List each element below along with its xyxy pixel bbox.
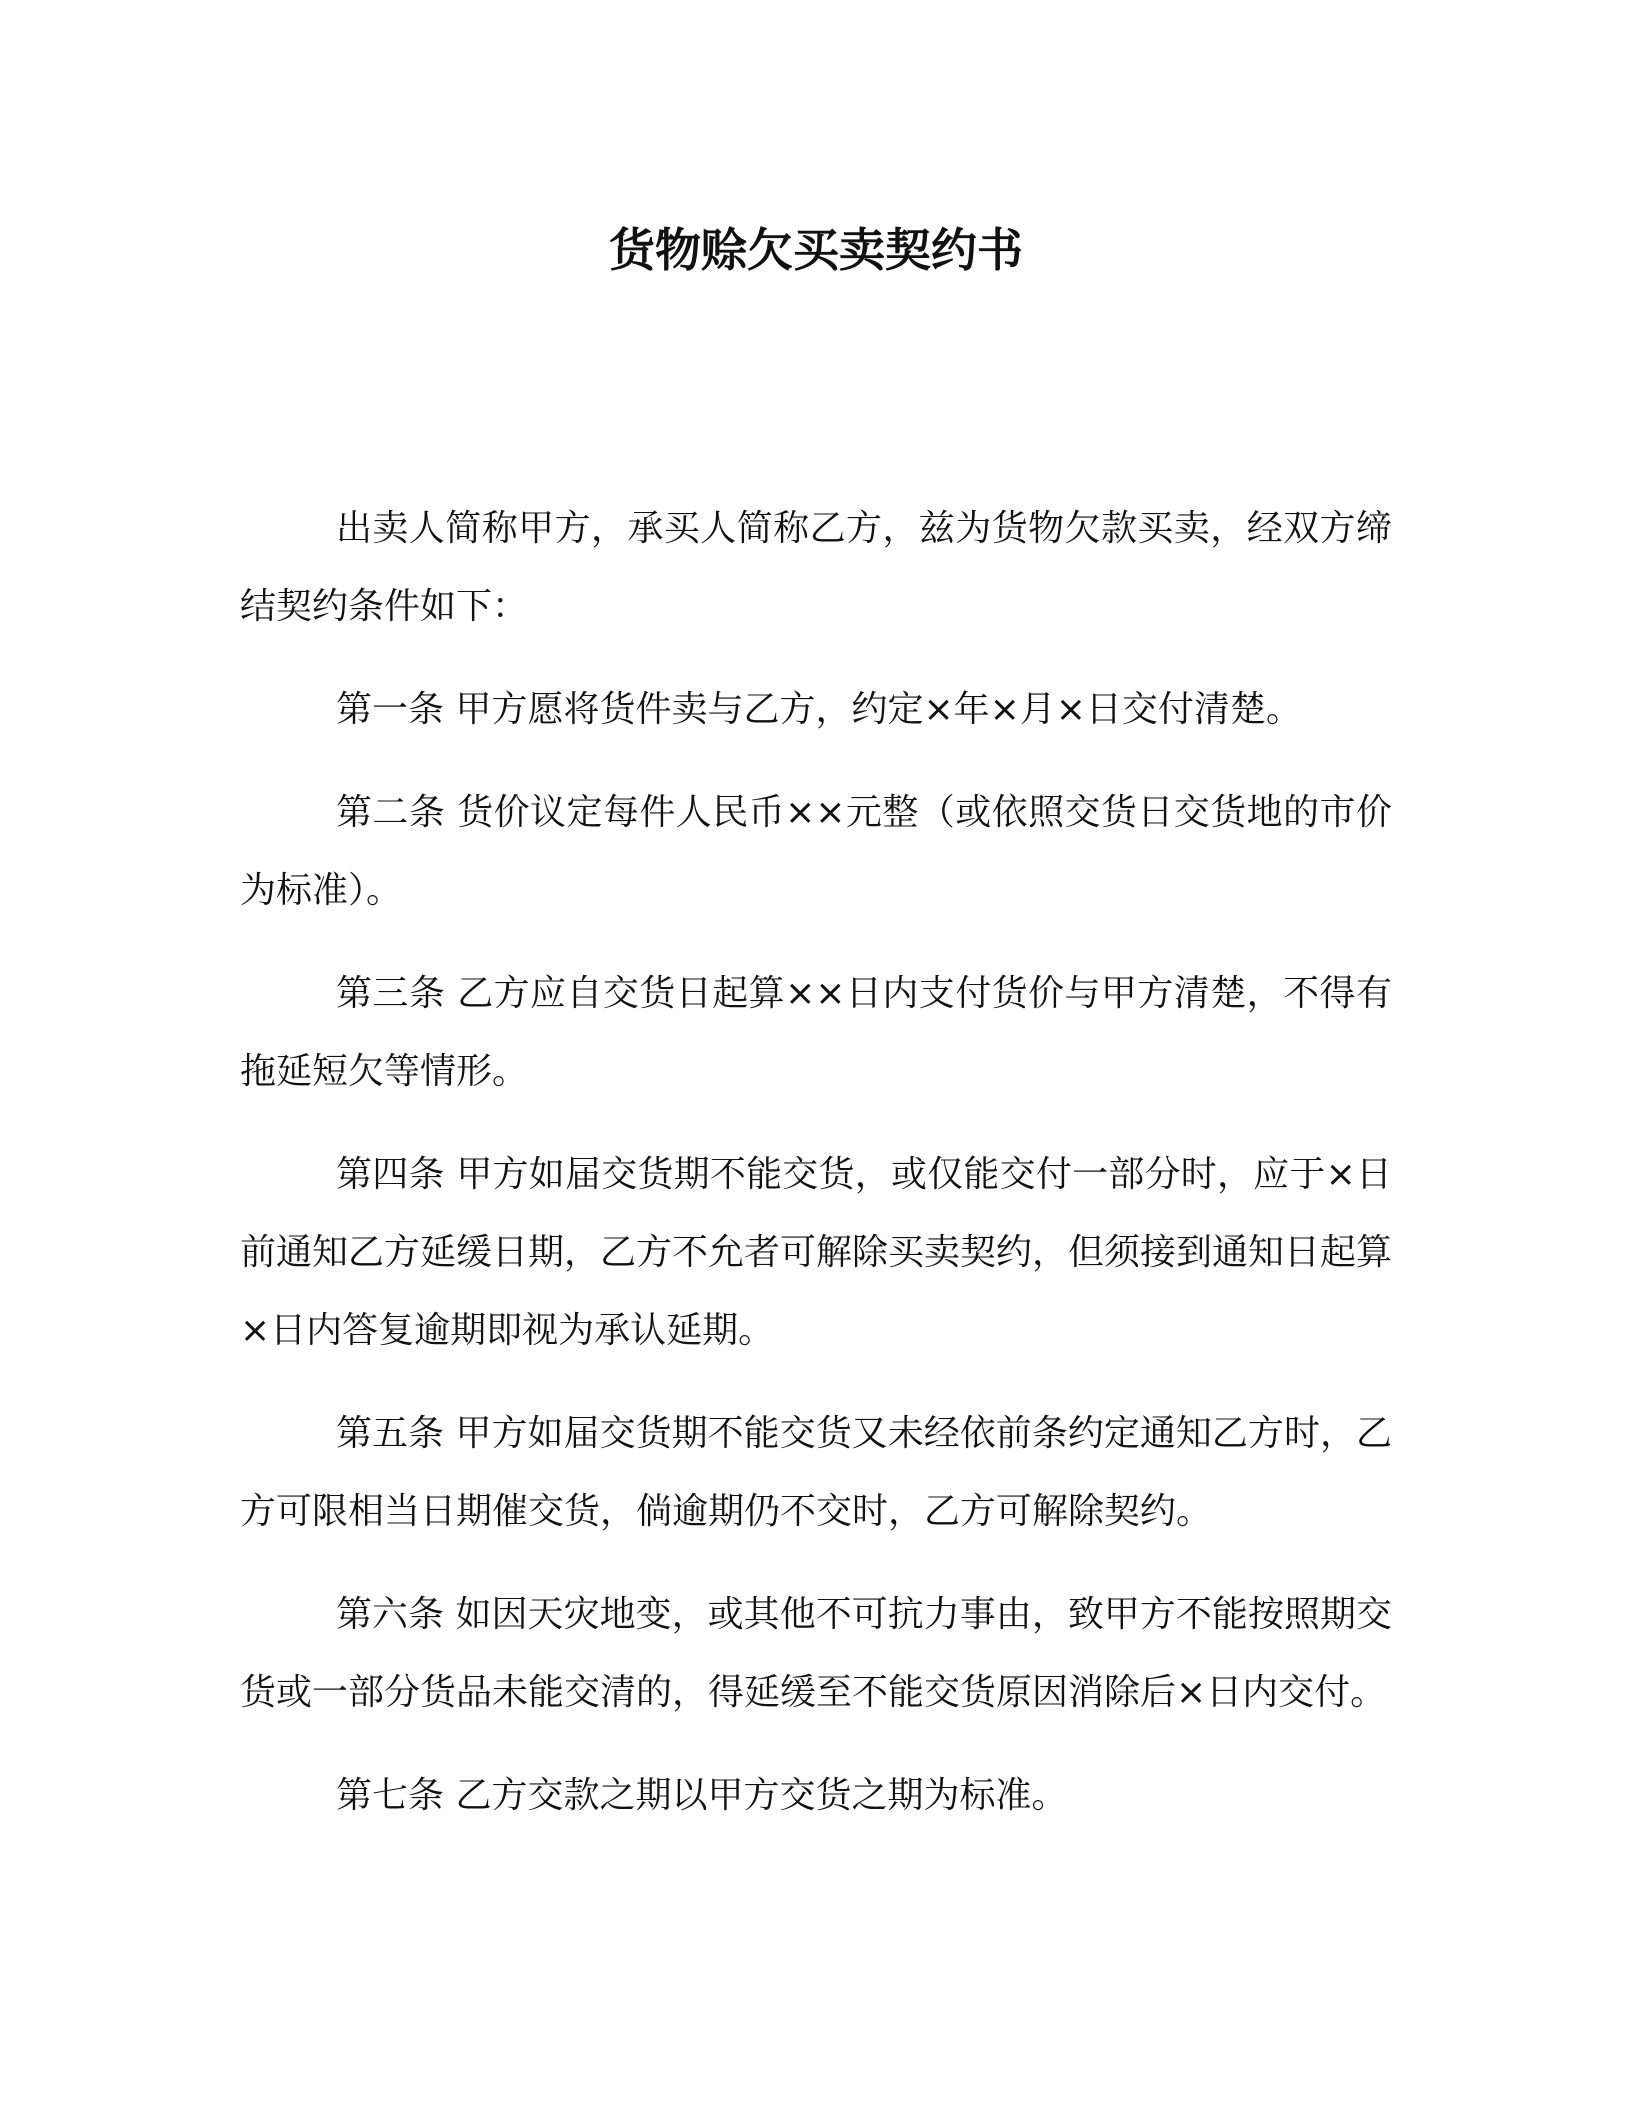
document-body: [240, 490, 1392, 1860]
article-6: 第六条 如因天灾地变，或其他不可抗力事由，致甲方不能按照期交货或一部分货品未能交清的，得延缓至不能交货原因消除后×日内交付。: [240, 1594, 1392, 1713]
article-5: 第五条 甲方如届交货期不能交货又未经依前条约定通知乙方时，乙方可限相当日期催交货，倘逾期仍不交时，乙方可解除契约。: [240, 1413, 1392, 1532]
article-1: 第一条 甲方愿将货件卖与乙方，约定×年×月×日交付清楚。: [336, 689, 1302, 730]
document-title: 货物赊欠买卖契约书: [609, 223, 1023, 277]
article-7: 第七条 乙方交款之期以甲方交货之期为标准。: [336, 1775, 1068, 1816]
article-2: 第二条 货价议定每件人民币××元整（或依照交货日交货地的市价为标准）。: [240, 792, 1392, 911]
intro-paragraph: 出卖人简称甲方，承买人简称乙方，兹为货物欠款买卖，经双方缔结契约条件如下：: [240, 508, 1392, 627]
article-4: 第四条 甲方如届交货期不能交货，或仅能交付一部分时，应于×日前通知乙方延缓日期，乙方不允者可解除买卖契约，但须接到通知日起算×日内答复逾期即视为承认延期。: [240, 1154, 1393, 1351]
article-3: 第三条 乙方应自交货日起算××日内支付货价与甲方清楚，不得有拖延短欠等情形。: [240, 973, 1392, 1092]
